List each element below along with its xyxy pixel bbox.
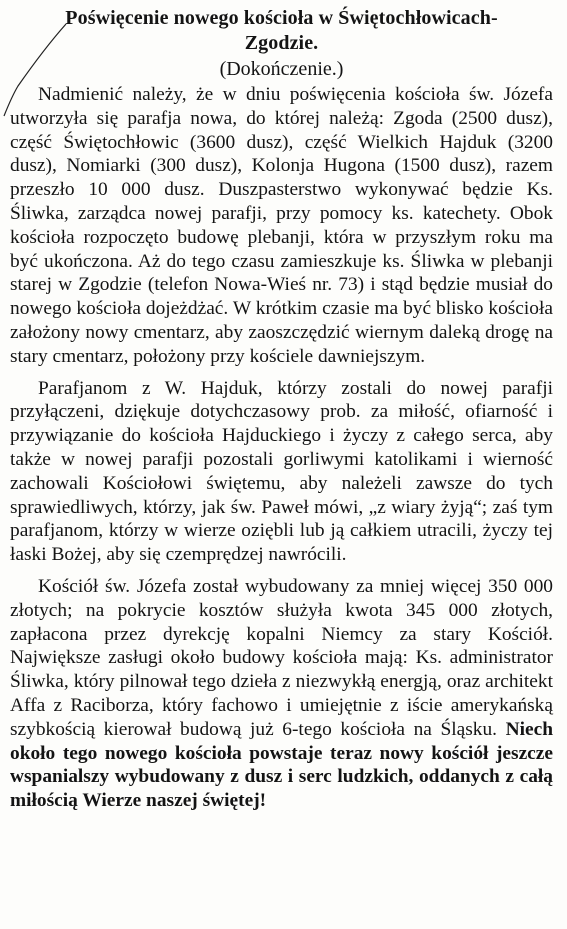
- article-title: [10, 6, 553, 56]
- article-paragraph-3: [10, 575, 553, 813]
- article-title-line1: Poświęcenie nowego kościoła w Świętochłowicach-: [65, 7, 498, 29]
- article-closing-bold-text: Niech około tego nowego kościoła powstaje teraz nowy kościół jeszcze wspanialszy wybudowany z dusz i serc ludzkich, oddanych z całą miłością Wierze naszej świętej!: [10, 718, 553, 812]
- article-paragraph-2: Parafjanom z W. Hajduk, którzy zostali do nowej parafji przyłączeni, dziękuje dotychczasowy prob. za miłość, ofiarność i przywiązanie do kościoła Hajduckiego i życzy z całego serca, aby także w nowej parafji pozostali gorliwymi katolikami i wierność zachowali Kościołowi świętemu, aby należeli zawsze do tych sprawiedliwych, którzy, jak św. Paweł mówi, „z wiary żyją“; zaś tym parafjanom, którzy w wierze oziębli lub ją całkiem utracili, życzy tej łaski Bożej, aby się czemprędzej nawrócili.: [10, 377, 553, 566]
- article-paragraph-3-text: Kościół św. Józefa został wybudowany za mniej więcej 350 000 złotych; na pokrycie kosztów służyła kwota 345 000 złotych, zapłacona przez dyrekcję kopalni Niemcy za stary Kościół. Największe zasługi około budowy kościoła mają: Ks. administrator Śliwka, który pilnował tego dzieła z niezwykłą energją, oraz architekt Affa z Raciborza, który fachowo i umiejętnie z iście amerykańską szybkością kierował budową już 6-tego kościoła na Śląsku.: [10, 575, 553, 740]
- article-subtitle: (Dokończenie.): [219, 58, 344, 80]
- article-title-line2: Zgodzie.: [244, 32, 319, 54]
- article-paragraph-1: Nadmienić należy, że w dniu poświęcenia kościoła św. Józefa utworzyła się parafja nowa, do której należą: Zgoda (2500 dusz), część Świętochłowic (3600 dusz), część Wielkich Hajduk (3200 dusz), Nomiarki (300 dusz), Kolonja Hugona (1500 dusz), razem przeszło 10 000 dusz. Duszpasterstwo wykonywać będzie Ks. Śliwka, zarządca nowej parafji, przy pomocy ks. katechety. Obok kościoła rozpoczęto budowę plebanji, która w przyszłym roku ma być ukończona. Aż do tego czasu zamieszkuje ks. Śliwka w plebanji starej w Zgodzie (telefon Nowa-Wieś nr. 73) i stąd będzie musiał do nowego kościoła dojeżdżać. W krótkim czasie ma być blisko kościoła założony nowy cmentarz, aby zaoszczędzić wiernym daleką drogę na stary cmentarz, położony przy kościele dawniejszym.: [10, 84, 553, 367]
